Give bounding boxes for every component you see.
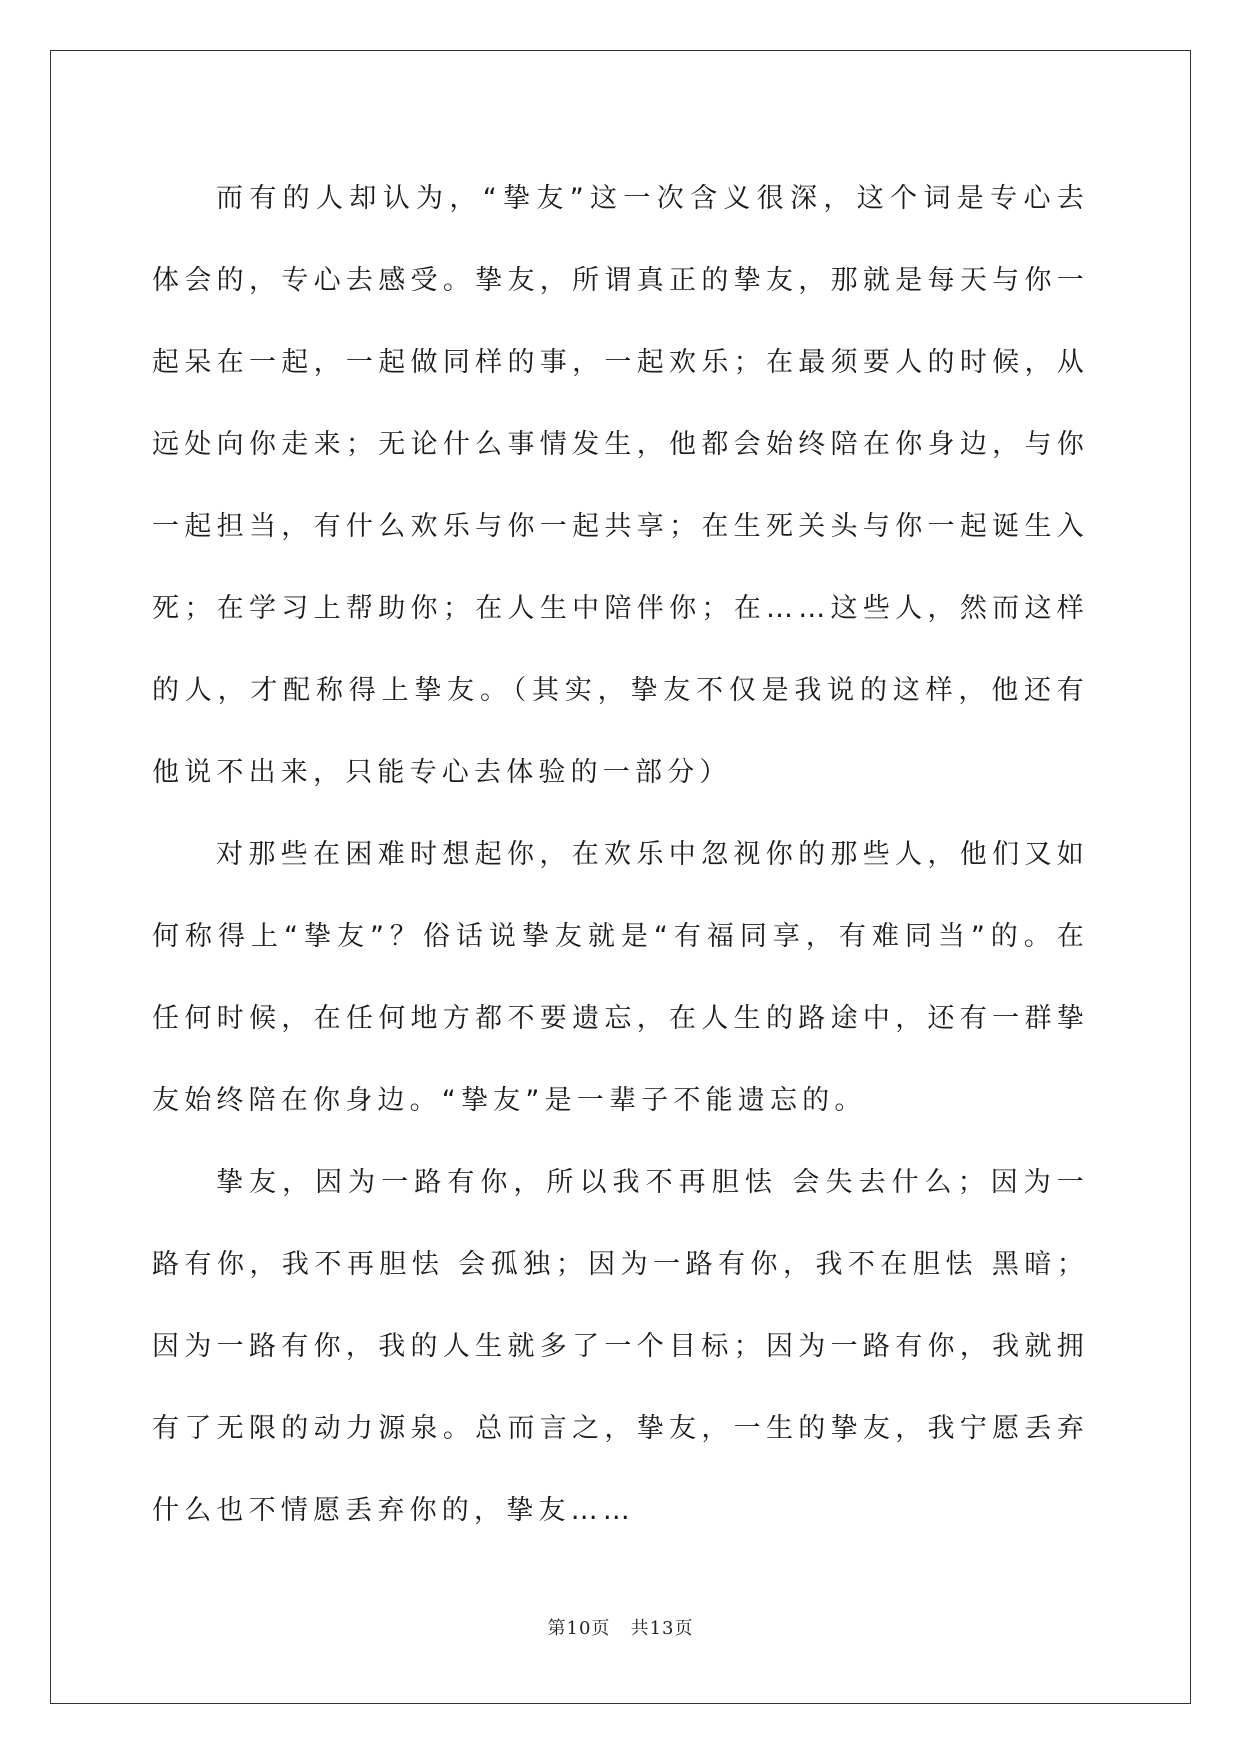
page-footer [0,1614,1241,1640]
paragraph-3: 挚友，因为一路有你，所以我不再胆怯 会失去什么；因为一路有你，我不再胆怯 会孤独；因为一路有你，我不在胆怯 黑暗；因为一路有你，我的人生就多了一个目标；因为一路有你，我就拥有了无限的动力源泉。总而言之，挚友，一生的挚友，我宁愿丢弃什么也不情愿丢弃你的，挚友…… [152,1167,1089,1526]
paragraph-1: 而有的人却认为，“挚友”这一次含义很深，这个词是专心去体会的，专心去感受。挚友，所谓真正的挚友，那就是每天与你一起呆在一起，一起做同样的事，一起欢乐；在最须要人的时候，从远处向你走来；无论什么事情发生，他都会始终陪在你身边，与你一起担当，有什么欢乐与你一起共享；在生死关头与你一起诞生入死；在学习上帮助你；在人生中陪伴你；在……这些人，然而这样的人，才配称得上挚友。（其实，挚友不仅是我说的这样，他还有他说不出来，只能专心去体验的一部分） [152,183,1089,788]
page-number: 第10页 共13页 [547,1618,694,1639]
paragraph-2: 对那些在困难时想起你，在欢乐中忽视你的那些人，他们又如何称得上“挚友”？俗话说挚友就是“有福同享，有难同当”的。在任何时候，在任何地方都不要遗忘，在人生的路途中，还有一群挚友始终陪在你身边。“挚友”是一辈子不能遗忘的。 [152,839,1089,1116]
document-body [152,158,1089,1552]
